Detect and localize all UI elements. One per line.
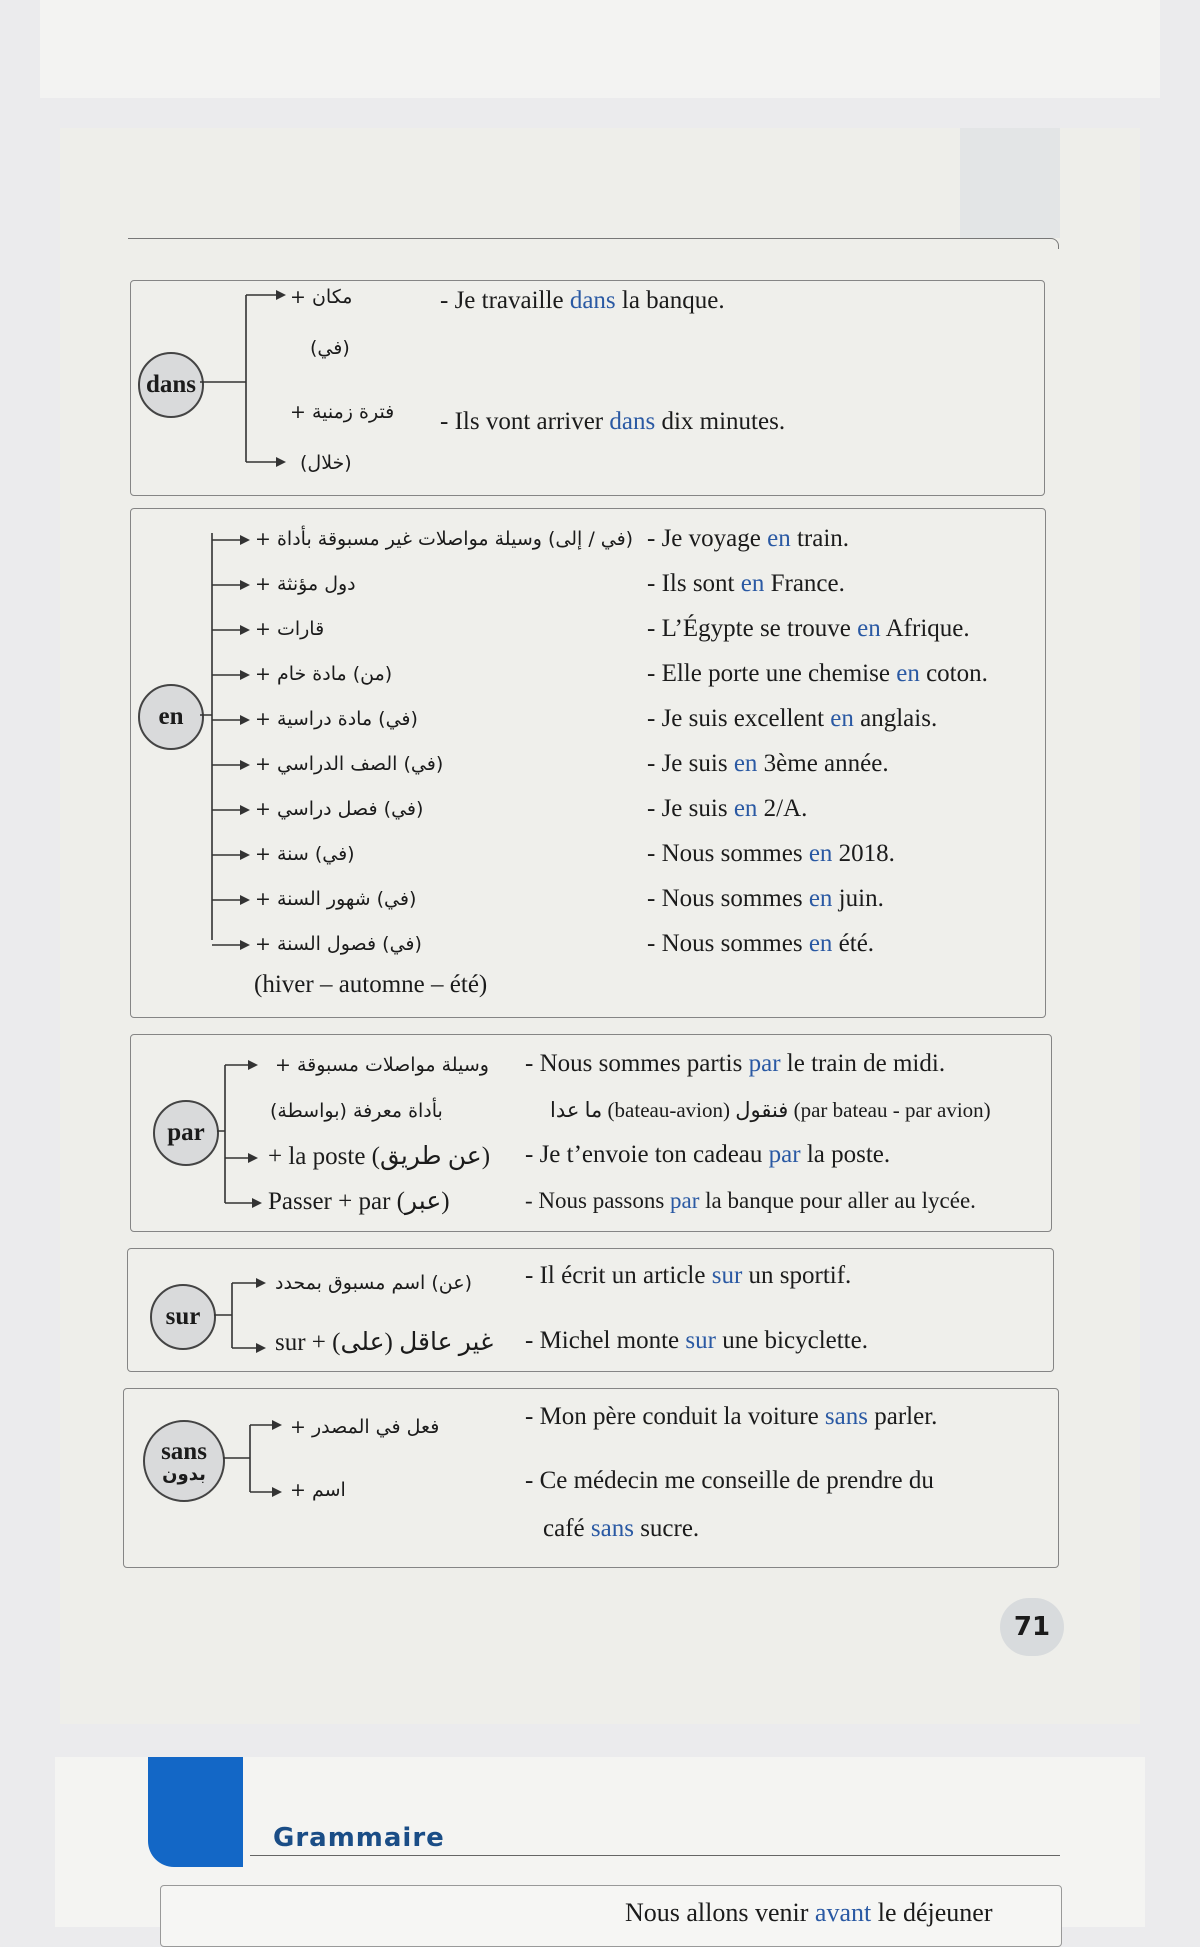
preposition-dans: dans	[138, 352, 204, 418]
example-dans-2: - Ils vont arriver dans dix minutes.	[440, 408, 786, 435]
rule-en-0: (في / إلى) وسيلة مواصلات غير مسبوقة بأداة +	[255, 528, 634, 550]
rule-sur-subject: (عن) اسم مسبوق بمحدد	[275, 1272, 472, 1294]
rule-en-5: (في) الصف الدراسي +	[255, 753, 444, 775]
preposition-par: par	[153, 1100, 219, 1166]
preposition-sur: sur	[150, 1284, 216, 1350]
example-en-5: - Je suis en 3ème année.	[647, 750, 889, 777]
section-header-grammaire: Grammaire	[273, 1823, 445, 1853]
example-sur-2: - Michel monte sur une bicyclette.	[525, 1327, 868, 1354]
example-en-0: - Je voyage en train.	[647, 525, 850, 552]
example-en-9: - Nous sommes en été.	[647, 930, 875, 957]
rule-par-transport-ar: بأداة معرفة (بواسطة)	[270, 1100, 443, 1122]
rule-en-4: (في) مادة دراسية +	[255, 708, 418, 730]
example-sans-2: - Ce médecin me conseille de prendre du	[525, 1467, 934, 1494]
rule-par-poste: + la poste (عن طريق)	[268, 1143, 491, 1170]
example-en-1: - Ils sont en France.	[647, 570, 845, 597]
en-seasons-note: (hiver – automne – été)	[254, 971, 488, 998]
preposition-sans: sans بدون	[143, 1420, 225, 1502]
rule-en-6: (في) فصل دراسي +	[255, 798, 424, 820]
example-par-3: - Nous passons par la banque pour aller au lycée.	[525, 1188, 976, 1213]
example-en-2: - L’Égypte se trouve en Afrique.	[647, 615, 970, 642]
example-en-3: - Elle porte une chemise en coton.	[647, 660, 988, 687]
rule-en-1: دول مؤنثة +	[255, 573, 356, 595]
rule-dans-place-ar: (في)	[310, 337, 350, 359]
example-en-4: - Je suis excellent en anglais.	[647, 705, 938, 732]
rule-dans-place: مكان +	[290, 286, 353, 308]
rule-en-7: (في) سنة +	[255, 843, 355, 865]
example-en-6: - Je suis en 2/A.	[647, 795, 808, 822]
next-page-example: Nous allons venir avant le déjeuner	[625, 1898, 993, 1927]
rule-en-9: (في) فصول السنة +	[255, 933, 422, 955]
example-en-8: - Nous sommes en juin.	[647, 885, 884, 912]
par-exception-note: ما عدا (bateau-avion) فنقول (par bateau - par avion)	[550, 1098, 991, 1122]
rule-en-2: قارات +	[255, 618, 325, 640]
rule-par-passer: Passer + par (عبر)	[268, 1188, 450, 1215]
rule-dans-time: فترة زمنية +	[290, 401, 395, 423]
preposition-en: en	[138, 684, 204, 750]
example-par-1: - Nous sommes partis par le train de midi.	[525, 1050, 946, 1077]
example-par-2: - Je t’envoie ton cadeau par la poste.	[525, 1141, 891, 1168]
rule-sans-noun: اسم +	[290, 1479, 346, 1501]
example-en-7: - Nous sommes en 2018.	[647, 840, 895, 867]
rule-sans-infinitive: فعل في المصدر +	[290, 1416, 440, 1438]
example-sans-1: - Mon père conduit la voiture sans parler.	[525, 1403, 938, 1430]
example-dans-1: - Je travaille dans la banque.	[440, 287, 725, 314]
grammaire-rule	[250, 1855, 1060, 1856]
chapter-tab	[148, 1757, 243, 1867]
page-number: 71	[1000, 1598, 1064, 1656]
rule-en-3: (من) مادة خام +	[255, 663, 393, 685]
rule-par-transport: وسيلة مواصلات مسبوقة +	[275, 1054, 489, 1076]
rule-sur-object: sur + (على) غير عاقل	[275, 1329, 494, 1356]
example-sans-2-cont: café sans sucre.	[543, 1515, 700, 1542]
rule-dans-time-ar: (خلال)	[300, 452, 352, 474]
example-sur-1: - Il écrit un article sur un sportif.	[525, 1262, 852, 1289]
rule-en-8: (في) شهور السنة +	[255, 888, 417, 910]
